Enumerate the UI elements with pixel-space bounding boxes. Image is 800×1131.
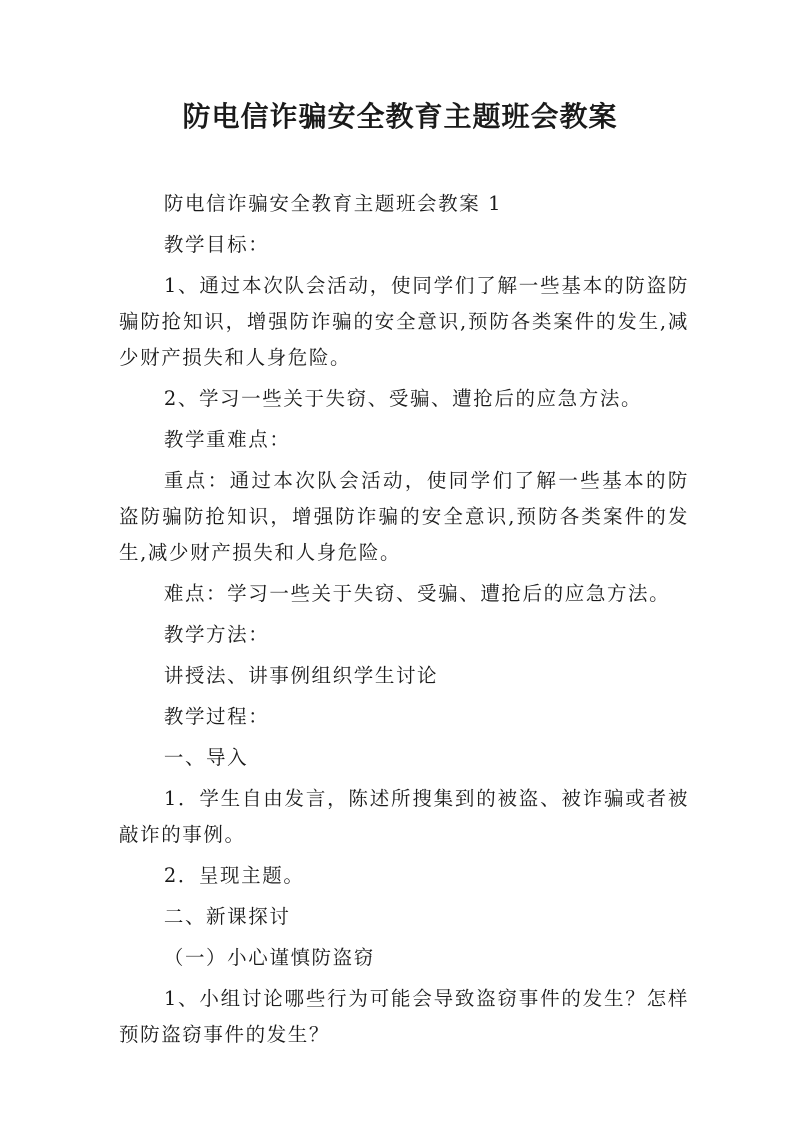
paragraph-goal-2: 2、学习一些关于失窃、受骗、遭抢后的应急方法。 xyxy=(163,387,643,410)
paragraph-teaching-process-heading: 教学过程： xyxy=(163,705,270,728)
paragraph-teaching-methods-heading: 教学方法： xyxy=(163,623,270,646)
document-title: 防电信诈骗安全教育主题班会教案 xyxy=(182,100,618,133)
paragraph-difficult-point: 难点：学习一些关于失窃、受骗、遭抢后的应急方法。 xyxy=(163,582,671,605)
paragraph-subtitle: 防电信诈骗安全教育主题班会教案 1 xyxy=(163,192,503,215)
paragraph-section-new-lesson: 二、新课探讨 xyxy=(163,905,291,928)
paragraph-discussion-1: 1、小组讨论哪些行为可能会导致盗窃事件的发生？怎样预防盗窃事件的发生？ xyxy=(119,987,689,1046)
paragraph-goal-1: 1、通过本次队会活动，使同学们了解一些基本的防盗防骗防抢知识，增强防诈骗的安全意识,预防各类案件的发生,减少财产损失和人身危险。 xyxy=(119,274,689,369)
paragraph-key-difficult-heading: 教学重难点： xyxy=(163,428,291,451)
paragraph-intro-step-1: 1．学生自由发言，陈述所搜集到的被盗、被诈骗或者被敲诈的事例。 xyxy=(119,787,689,846)
paragraph-intro-step-2: 2．呈现主题。 xyxy=(163,864,305,887)
paragraph-key-point: 重点：通过本次队会活动，使同学们了解一些基本的防盗防骗防抢知识，增强防诈骗的安全意识,预防各类案件的发生,减少财产损失和人身危险。 xyxy=(119,469,689,564)
document-body xyxy=(119,186,689,1058)
paragraph-section-intro: 一、导入 xyxy=(163,746,249,769)
paragraph-subsection-theft: （一）小心谨慎防盗窃 xyxy=(163,946,375,969)
paragraph-teaching-goals-heading: 教学目标： xyxy=(163,233,270,256)
paragraph-teaching-methods: 讲授法、讲事例组织学生讨论 xyxy=(163,664,439,687)
